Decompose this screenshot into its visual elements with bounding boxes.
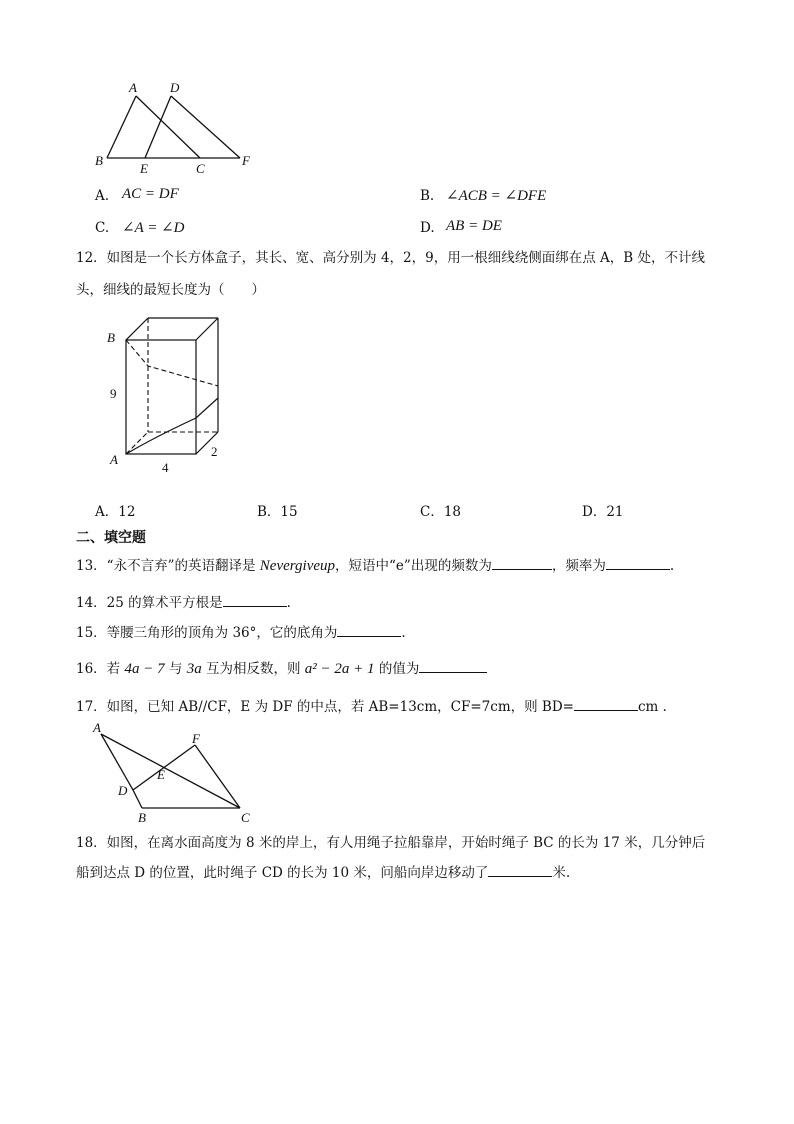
q12-option-d[interactable]: D．21	[582, 504, 624, 520]
fig17-label-b: B	[138, 810, 146, 825]
q14-prefix: 14．25 的算术平方根是	[76, 595, 223, 611]
q17-end: cm .	[637, 699, 667, 715]
q16-expr3: a² − 2a + 1	[304, 661, 375, 677]
fig11-label-e: E	[140, 161, 148, 176]
fig11-label-d: D	[170, 80, 180, 95]
q15-end: .	[401, 625, 406, 641]
q11-option-b-letter[interactable]: B.	[420, 188, 435, 204]
q16-part2: 与	[168, 661, 183, 677]
q12-text-line2: 头，细线的最短长度为（ ）	[76, 282, 265, 298]
fig17-label-d: D	[118, 783, 128, 798]
q16-part1: 16．若	[76, 661, 121, 677]
q16-expr1: 4a − 7	[124, 661, 165, 677]
q11-option-a-letter[interactable]: A.	[95, 188, 110, 204]
q12-option-c[interactable]: C．18	[420, 504, 462, 520]
q11-option-d-letter[interactable]: D.	[420, 220, 435, 236]
q12-text-line1: 12．如图是一个长方体盒子，其长、宽、高分别为 4，2，9，用一根细线绕侧面绑在点 A，B 处，不计线	[76, 250, 705, 266]
q18-answer-blank[interactable]	[488, 864, 552, 877]
q17-prefix: 17．如图，已知 AB//CF，E 为 DF 的中点，若 AB=13cm，CF=7cm，则 BD=	[76, 699, 574, 715]
q11-option-d-text: AB = DE	[446, 218, 502, 234]
q13-middle: ，短语中“e”出现的频数为	[335, 558, 492, 574]
fig12-label-b: B	[107, 330, 115, 345]
fig11-label-a: A	[129, 80, 137, 95]
q11-option-c-letter[interactable]: C.	[95, 220, 110, 236]
q11-option-c-text: ∠A = ∠D	[122, 220, 185, 236]
q13-middle2: ，频率为	[551, 558, 606, 574]
fig12-label-a: A	[110, 452, 118, 467]
q13-prefix: 13．“永不言弃”的英语翻译是	[76, 558, 256, 574]
q12-option-a[interactable]: A．12	[95, 504, 136, 520]
fig17-label-e: E	[157, 767, 165, 782]
q18-line2-prefix: 船到达点 D 的位置，此时绳子 CD 的长为 10 米，问船向岸边移动了	[76, 865, 489, 881]
q15-prefix: 15．等腰三角形的顶角为 36°，它的底角为	[76, 625, 338, 641]
q18-line2-end: 米.	[552, 865, 571, 881]
q18-text-line1: 18．如图，在离水面高度为 8 米的岸上，有人用绳子拉船靠岸，开始时绳子 BC 的长为 17 米，几分钟后	[76, 835, 706, 851]
q18-row2	[76, 860, 570, 886]
q13-end: .	[669, 558, 675, 574]
q16-part4: 的值为	[378, 661, 420, 677]
fig12-height-label: 9	[110, 386, 117, 401]
section-heading-fill-in: 二、填空题	[76, 530, 146, 546]
fig17-label-a: A	[93, 720, 101, 735]
fig11-label-c: C	[196, 161, 205, 176]
q11-option-b-text: ∠ACB = ∠DFE	[446, 188, 547, 204]
fig17-label-f: F	[192, 731, 200, 746]
fig17-label-c: C	[241, 810, 250, 825]
q11-option-a-text: AC = DF	[122, 186, 179, 202]
q13-phrase: Nevergiveup	[259, 558, 336, 574]
fig12-length-label: 4	[162, 460, 169, 475]
q16-expr2: 3a	[186, 661, 202, 677]
q16-part3: 互为相反数，则	[206, 661, 301, 677]
fig12-width-label: 2	[211, 444, 218, 459]
fig11-label-f: F	[242, 153, 250, 168]
fig11-label-b: B	[95, 153, 103, 168]
q12-option-b[interactable]: B．15	[257, 504, 298, 520]
q14-end: .	[286, 595, 291, 611]
